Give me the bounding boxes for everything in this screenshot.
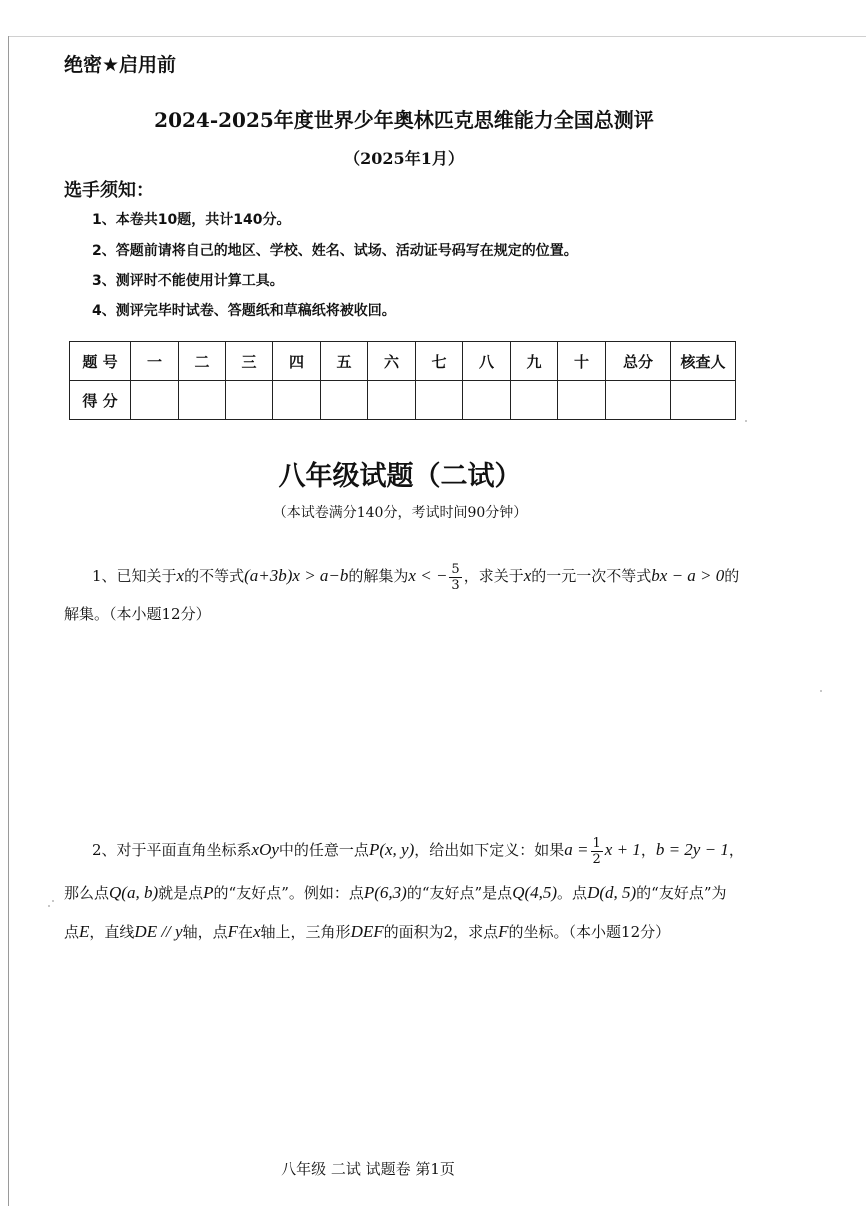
scan-speck bbox=[820, 690, 822, 692]
score-table bbox=[69, 341, 736, 420]
section-title: 八年级试题（二试） bbox=[278, 461, 522, 492]
notice-item-1: 1、本卷共10题，共计140分。 bbox=[92, 212, 291, 228]
exam-title: 2024-2025年度世界少年奥林匹克思维能力全国总测评 bbox=[154, 108, 654, 132]
score-cell[interactable] bbox=[226, 381, 273, 420]
fraction-one-half: $\frac{1}{2}$ bbox=[592, 835, 601, 867]
column-1: 一 bbox=[131, 342, 179, 381]
score-cell[interactable] bbox=[511, 381, 558, 420]
row-header-score: 得 分 bbox=[70, 381, 131, 420]
score-cell[interactable] bbox=[131, 381, 179, 420]
score-cell[interactable] bbox=[179, 381, 226, 420]
score-cell[interactable] bbox=[416, 381, 463, 420]
score-cell[interactable] bbox=[273, 381, 321, 420]
column-2: 二 bbox=[179, 342, 226, 381]
question-2-line-2: 那么点Q(a, b)就是点P的“友好点”。例如：点P(6,3)的“友好点”是点Q(4,5)。点D(d, 5)的“友好点”为 bbox=[64, 883, 727, 902]
score-table-score-row bbox=[70, 381, 736, 420]
fraction-five-thirds: $\frac{5}{3}$ bbox=[451, 561, 460, 593]
scan-left-edge bbox=[8, 36, 9, 1206]
notice-item-3: 3、测评时不能使用计算工具。 bbox=[92, 273, 284, 289]
column-7: 七 bbox=[416, 342, 463, 381]
checker-cell[interactable] bbox=[671, 381, 736, 420]
score-cell[interactable] bbox=[463, 381, 511, 420]
column-8: 八 bbox=[463, 342, 511, 381]
question-2-line-1: 2、对于平面直角坐标系xOy中的任意一点P(x, y)，给出如下定义：如果a = $\frac{1}{2}$ x + 1，b = 2y − 1， bbox=[92, 835, 744, 867]
confidential-label: 绝密★启用前 bbox=[64, 54, 177, 76]
notice-item-4: 4、测评完毕时试卷、答题纸和草稿纸将被收回。 bbox=[92, 303, 396, 319]
column-9: 九 bbox=[511, 342, 558, 381]
column-6: 六 bbox=[368, 342, 416, 381]
score-table-header-row bbox=[70, 342, 736, 381]
row-header-question-number: 题 号 bbox=[70, 342, 131, 381]
question-2-line-3: 点E，直线DE // y轴，点F在x轴上，三角形DEF的面积为2，求点F的坐标。（本小题12分） bbox=[64, 922, 671, 941]
score-cell[interactable] bbox=[558, 381, 606, 420]
scan-speck bbox=[745, 420, 747, 422]
scan-speck bbox=[48, 905, 50, 907]
column-4: 四 bbox=[273, 342, 321, 381]
score-cell[interactable] bbox=[368, 381, 416, 420]
scan-speck bbox=[52, 900, 54, 902]
column-checker: 核查人 bbox=[671, 342, 736, 381]
question-1-line-2: 解集。（本小题12分） bbox=[64, 605, 211, 623]
scan-top-edge bbox=[8, 36, 866, 37]
notice-heading: 选手须知： bbox=[64, 180, 154, 201]
question-1-line-1: 1、已知关于x的不等式(a+3b)x > a−b的解集为x < − $\frac{5}{3}$ ，求关于x的一元一次不等式bx − a > 0的 bbox=[92, 561, 740, 593]
column-total: 总分 bbox=[606, 342, 671, 381]
notice-item-2: 2、答题前请将自己的地区、学校、姓名、试场、活动证号码写在规定的位置。 bbox=[92, 243, 578, 259]
column-5: 五 bbox=[321, 342, 368, 381]
column-3: 三 bbox=[226, 342, 273, 381]
total-score-cell[interactable] bbox=[606, 381, 671, 420]
section-subtitle: （本试卷满分140分，考试时间90分钟） bbox=[272, 505, 528, 521]
page-footer: 八年级 二试 试题卷 第1页 bbox=[281, 1160, 455, 1178]
column-10: 十 bbox=[558, 342, 606, 381]
score-cell[interactable] bbox=[321, 381, 368, 420]
exam-date: （2025年1月） bbox=[344, 149, 464, 168]
